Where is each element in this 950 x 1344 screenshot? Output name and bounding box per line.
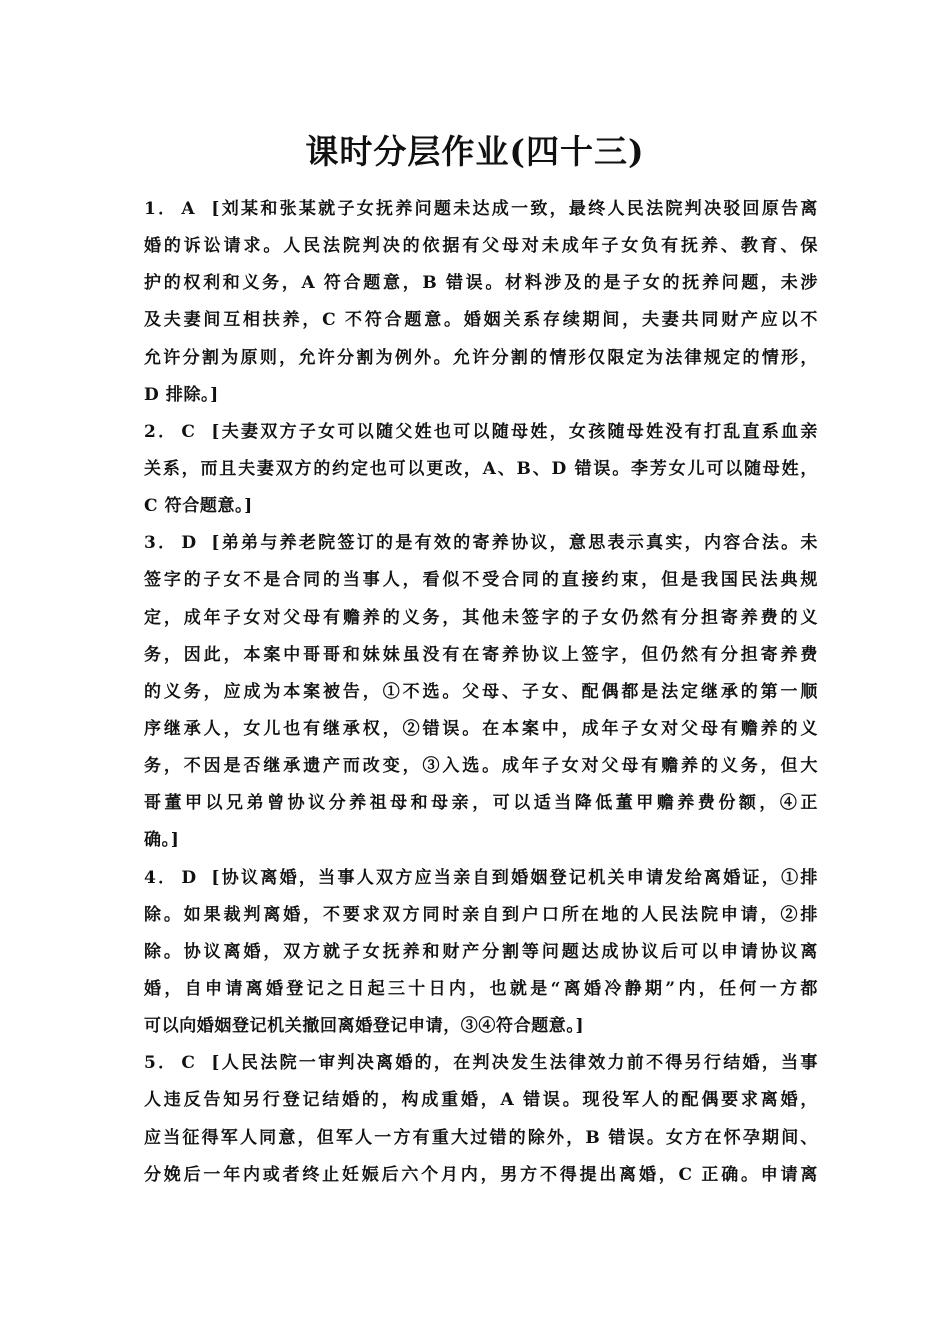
answer-number: 5． <box>144 1053 178 1074</box>
answer-number: 3． <box>144 533 178 554</box>
answer-text: 除。如果裁判离婚，不要求双方同时亲自到户口所在地的人民法院申请，②排 <box>144 904 818 925</box>
answer-line <box>144 1008 818 1045</box>
answer-text: 签字的子女不是合同的当事人，看似不受合同的直接约束，但是我国民法典规 <box>144 570 818 591</box>
answer-line <box>144 785 818 822</box>
answer-text: [夫妻双方子女可以随父姓也可以随母姓，女孩随母姓没有打乱直系血亲 <box>211 421 818 442</box>
answer-list <box>144 191 818 1194</box>
answer-text: 关系，而且夫妻双方的约定也可以更改，A、B、D 错误。李芳女儿可以随母姓， <box>144 458 818 479</box>
answer-item <box>144 191 818 414</box>
answer-line <box>144 265 818 302</box>
answer-text: 分娩后一年内或者终止妊娠后六个月内，男方不得提出离婚，C 正确。申请离 <box>144 1164 818 1185</box>
answer-line <box>144 1120 818 1157</box>
answer-item <box>144 860 818 1046</box>
answer-line <box>144 971 818 1008</box>
answer-line <box>144 1082 818 1119</box>
answer-line <box>144 1045 818 1082</box>
answer-line <box>144 897 818 934</box>
answer-choice: A <box>181 199 196 219</box>
answer-text: 的义务，应成为本案被告，①不选。父母、子女、配偶都是法定继承的第一顺 <box>144 681 818 702</box>
answer-text: 及夫妻间互相扶养，C 不符合题意。婚姻关系存续期间，夫妻共同财产应以不 <box>144 310 818 331</box>
answer-text: 护的权利和义务，A 符合题意，B 错误。材料涉及的是子女的抚养问题，未涉 <box>144 273 818 294</box>
answer-item <box>144 525 818 859</box>
answer-line <box>144 451 818 488</box>
answer-line <box>144 637 818 674</box>
answer-text: [协议离婚，当事人双方应当亲自到婚姻登记机关申请发给离婚证，①排 <box>211 867 818 888</box>
answer-text: 哥董甲以兄弟曾协议分养祖母和母亲，可以适当降低董甲赡养费份额，④正 <box>144 793 818 814</box>
answer-line <box>144 302 818 339</box>
answer-line <box>144 1157 818 1194</box>
answer-line <box>144 488 818 525</box>
answer-line <box>144 600 818 637</box>
answer-line <box>144 377 818 414</box>
answer-text: 定，成年子女对父母有赡养的义务，其他未签字的子女仍然有分担寄养费的义 <box>144 607 818 628</box>
answer-text: 可以向婚姻登记机关撤回离婚登记申请，③④符合题意。] <box>144 1016 585 1037</box>
answer-line <box>144 748 818 785</box>
answer-text: 序继承人，女儿也有继承权，②错误。在本案中，成年子女对父母有赡养的义 <box>144 718 818 739</box>
page-title: 课时分层作业(四十三) <box>305 132 645 171</box>
answer-line <box>144 228 818 265</box>
answer-choice: C <box>181 1053 196 1074</box>
answer-line <box>144 340 818 377</box>
answer-choice: D <box>181 533 197 554</box>
answer-text: 务，不因是否继承遗产而改变，③入选。成年子女对父母有赡养的义务，但大 <box>144 756 818 777</box>
answer-line <box>144 414 818 451</box>
answer-number: 1． <box>144 199 178 219</box>
answer-line <box>144 562 818 599</box>
answer-choice: C <box>181 421 196 442</box>
answer-choice: D <box>181 867 197 888</box>
answer-text: [弟弟与养老院签订的是有效的寄养协议，意思表示真实，内容合法。未 <box>211 533 818 554</box>
answer-text: 婚，自申请离婚登记之日起三十日内，也就是“离婚冷静期”内，任何一方都 <box>144 978 818 999</box>
answer-line <box>144 674 818 711</box>
answer-line <box>144 934 818 971</box>
answer-text: 确。] <box>144 830 180 851</box>
answer-text: 婚的诉讼请求。人民法院判决的依据有父母对未成年子女负有抚养、教育、保 <box>144 236 818 257</box>
answer-line <box>144 525 818 562</box>
answer-line <box>144 822 818 859</box>
answer-line <box>144 191 818 228</box>
answer-line <box>144 860 818 897</box>
answer-text: D 排除。] <box>144 384 219 405</box>
answer-text: C 符合题意。] <box>144 496 253 517</box>
answer-item <box>144 1045 818 1194</box>
answer-number: 2． <box>144 421 178 442</box>
answer-text: [刘某和张某就子女抚养问题未达成一致，最终人民法院判决驳回原告离 <box>211 199 818 219</box>
answer-text: 务，因此，本案中哥哥和妹妹虽没有在寄养协议上签字，但仍然有分担寄养费 <box>144 644 818 665</box>
answer-text: 除。协议离婚，双方就子女抚养和财产分割等问题达成协议后可以申请协议离 <box>144 941 818 962</box>
answer-text: [人民法院一审判决离婚的，在判决发生法律效力前不得另行结婚，当事 <box>211 1053 818 1074</box>
answer-text: 应当征得军人同意，但军人一方有重大过错的除外，B 错误。女方在怀孕期间、 <box>144 1127 818 1148</box>
answer-text: 允许分割为原则，允许分割为例外。允许分割的情形仅限定为法律规定的情形， <box>144 347 818 368</box>
answer-line <box>144 711 818 748</box>
answer-number: 4． <box>144 867 178 888</box>
answer-text: 人违反告知另行登记结婚的，构成重婚，A 错误。现役军人的配偶要求离婚， <box>144 1090 818 1111</box>
answer-item <box>144 414 818 525</box>
